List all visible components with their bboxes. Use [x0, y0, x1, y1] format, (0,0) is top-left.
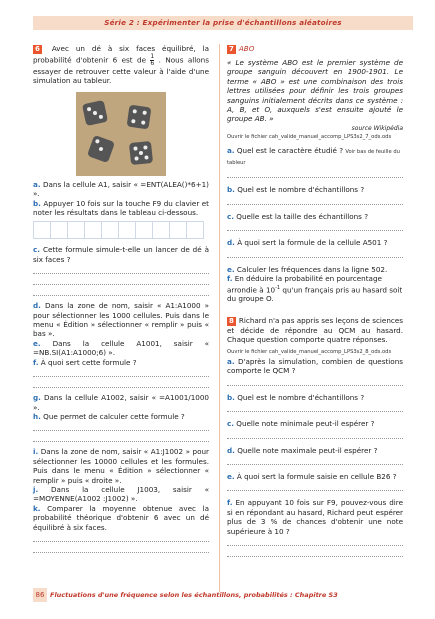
- page-number: 86: [33, 588, 47, 602]
- exercise-number: 6: [35, 45, 40, 53]
- intro-text-2: . Nous allons essayer de retrouver cette valeur à l'aide d'une simulation au tableur.: [33, 55, 209, 86]
- question-text: Dans la zone de nom, saisir « A1:A1000 » pour sélectionner les 1000 cellules. Puis dans le menu « Édition » sélectionner « remplir » puis « bas ».: [33, 301, 209, 339]
- question-text: Quelle est la taille des échantillons ?: [236, 211, 369, 221]
- question-text-2: qu'un français pris au hasard soit du groupe O.: [227, 284, 403, 304]
- exercise-7: [227, 44, 403, 558]
- question-text: Appuyer 10 fois sur la touche F9 du clavier et noter les résultats dans le tableau ci-dessous.: [33, 198, 209, 218]
- question-text: À quoi sert cette formule ?: [40, 357, 137, 367]
- question-label: c.: [227, 211, 234, 221]
- intro-text: Richard n'a pas appris ses leçons de sciences et décide de répondre au QCM au hasard. Chaque question comporte quatre réponses.: [227, 315, 403, 345]
- exercise-number: 7: [229, 45, 234, 53]
- answer-line[interactable]: [33, 275, 209, 285]
- answer-line[interactable]: [33, 532, 209, 542]
- question-label: h.: [33, 411, 41, 421]
- question-label: f.: [227, 498, 233, 508]
- question-label: f.: [227, 274, 233, 284]
- question-text: Dans la zone de nom, saisir « A1:J1002 » pour sélectionner les 10000 cellules et les formules. Puis dans le menu « Édition » sélectionner « remplir » puis « droite ».: [33, 447, 209, 485]
- hint: Voir bas de feuille du tableur: [227, 148, 400, 167]
- source: source Wikipédia: [351, 124, 403, 132]
- answer-line[interactable]: [227, 248, 403, 258]
- question-text: D'après la simulation, combien de questions comporte le QCM ?: [227, 356, 403, 376]
- question-label: a.: [227, 145, 235, 155]
- question-text: Quel est le nombre d'échantillons ?: [237, 392, 365, 402]
- question-label: d.: [227, 238, 235, 248]
- file-instruction: Ouvrir le fichier cah_valide_manuel_accomp_LPS3s2_7_ods.ods: [227, 134, 392, 141]
- answer-line[interactable]: [33, 367, 209, 377]
- results-table[interactable]: [33, 221, 209, 239]
- question-label: b.: [227, 392, 235, 402]
- exercise-title: ABO: [238, 44, 255, 53]
- intro-text: Avec un dé à six faces équilibré, la probabilité d'obtenir 6 est de: [33, 44, 209, 65]
- die-image: [82, 100, 108, 126]
- question-label: e.: [33, 338, 41, 348]
- exponent: -1: [275, 284, 281, 291]
- answer-line[interactable]: [33, 378, 209, 388]
- answer-line[interactable]: [227, 168, 403, 178]
- question-text: Quelle note minimale peut-il espérer ?: [236, 419, 375, 429]
- dice-photo: [76, 92, 166, 176]
- question-label: a.: [33, 179, 41, 189]
- answer-line[interactable]: [33, 286, 209, 296]
- answer-line[interactable]: [227, 547, 403, 557]
- question-text: Quelle note maximale peut-il espérer ?: [237, 445, 378, 455]
- question-label: f.: [33, 357, 39, 367]
- answer-line[interactable]: [227, 195, 403, 205]
- question-label: e.: [227, 471, 235, 481]
- question-text: Quel est le nombre d'échantillons ?: [237, 185, 365, 195]
- question-label: c.: [33, 245, 40, 255]
- answer-line[interactable]: [227, 429, 403, 439]
- question-text: Que permet de calculer cette formule ?: [43, 411, 185, 421]
- question-text: Dans la cellule A1001, saisir « =NB.SI(A1:A1000;6) ».: [33, 338, 209, 358]
- answer-line[interactable]: [33, 421, 209, 431]
- quote: « Le système ABO est le premier système de groupe sanguin découvert en 1900-1901. Le terme « ABO » est une combinaison des trois lettres utilisées pour définir les trois groupes sanguins initialement décrits dans ce système : A, B, et O, auxquels s'est ensuite ajouté le groupe AB. »: [227, 58, 403, 124]
- column-divider: [219, 44, 220, 592]
- exercise-6: [33, 44, 209, 554]
- answer-line[interactable]: [227, 402, 403, 412]
- die-image: [87, 135, 115, 163]
- fraction-numerator: 1: [150, 53, 155, 60]
- answer-line[interactable]: [227, 536, 403, 546]
- question-label: b.: [227, 185, 235, 195]
- question-text: Dans la cellule A1, saisir « =ENT(ALEA()*6+1) ».: [33, 179, 209, 199]
- question-text: Cette formule simule-t-elle un lancer de dé à six faces ?: [33, 245, 209, 264]
- answer-line[interactable]: [33, 264, 209, 274]
- answer-line[interactable]: [227, 455, 403, 465]
- question-label: g.: [33, 393, 41, 403]
- question-text: Quel est le caractère étudié ?: [236, 145, 344, 155]
- answer-line[interactable]: [227, 221, 403, 231]
- question-label: d.: [227, 445, 235, 455]
- fraction-denominator: 6: [150, 60, 155, 67]
- series-header: Série 2 : Expérimenter la prise d'échantillons aléatoires: [33, 16, 413, 30]
- file-instruction: Ouvrir le fichier cah_valide_manuel_accomp_LPS3s2_8_ods.ods: [227, 348, 392, 355]
- question-text: Dans la cellule A1002, saisir « =A1001/1000 ».: [33, 393, 209, 412]
- answer-line[interactable]: [33, 543, 209, 553]
- question-text: À quoi sert la formule de la cellule A501 ?: [237, 238, 388, 248]
- question-label: d.: [33, 301, 41, 311]
- fraction: [150, 54, 154, 67]
- answer-line[interactable]: [227, 481, 403, 491]
- question-label: a.: [227, 356, 235, 366]
- question-label: k.: [33, 503, 41, 513]
- question-text: En appuyant 10 fois sur F9, pouvez-vous dire si en répondant au hasard, Richard peut espérer plus de 3 % de chances d'obtenir une note supérieure à 10 ?: [227, 498, 403, 536]
- answer-line[interactable]: [33, 432, 209, 442]
- die-image: [127, 104, 152, 129]
- question-text: Comparer la moyenne obtenue avec la probabilité théorique d'obtenir 6 avec un dé équilibré à six faces.: [33, 503, 209, 532]
- question-label: c.: [227, 419, 234, 429]
- chapter-footer: Fluctuations d'une fréquence selon les échantillons, probabilités : Chapitre S3: [50, 591, 338, 599]
- exercise-number: 8: [229, 316, 234, 325]
- question-text: Calculer les fréquences dans la ligne 502.: [236, 264, 388, 274]
- question-label: e.: [227, 264, 235, 274]
- die-image: [129, 141, 153, 165]
- question-text: À quoi sert la formule saisie en cellule B26 ?: [236, 471, 397, 481]
- answer-line[interactable]: [227, 376, 403, 386]
- question-text: En déduire la probabilité en pourcentage arrondie à 10: [227, 274, 382, 294]
- question-label: b.: [33, 198, 41, 208]
- question-text: Dans la cellule J1003, saisir « =MOYENNE(A1002 :J1002) ».: [33, 484, 209, 504]
- question-label: j.: [33, 484, 39, 494]
- question-label: i.: [33, 447, 39, 457]
